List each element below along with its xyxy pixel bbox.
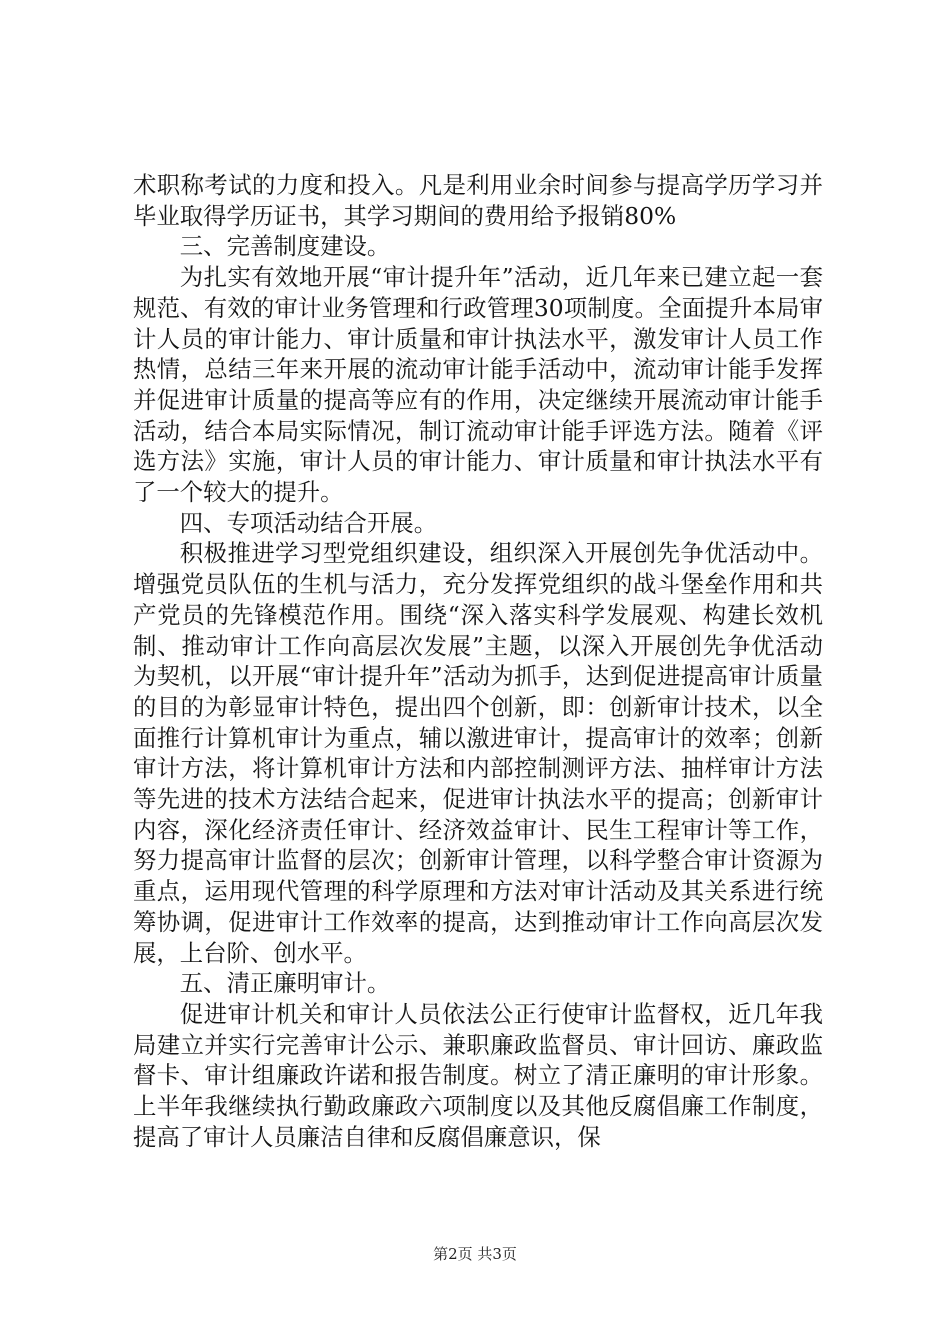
- paragraph-2: 为扎实有效地开展“审计提升年”活动，近几年来已建立起一套规范、有效的审计业务管理和行政管理30项制度。全面提升本局审计人员的审计能力、审计质量和审计执法水平，激发审计人员工作热情，总结三年来开展的流动审计能手活动中，流动审计能手发挥并促进审计质量的提高等应有的作用，决定继续开展流动审计能手活动，结合本局实际情况，制订流动审计能手评选方法。随着《评选方法》实施，审计人员的审计能力、审计质量和审计执法水平有了一个较大的提升。: [133, 263, 823, 507]
- section-heading-4: 四、专项活动结合开展。: [179, 508, 438, 537]
- document-body: [133, 170, 823, 1153]
- section-heading-5: 五、清正廉明审计。: [179, 969, 391, 998]
- paragraph-1: 术职称考试的力度和投入。凡是利用业余时间参与提高学历学习并毕业取得学历证书，其学习期间的费用给予报销80%: [133, 171, 823, 230]
- paragraph-3: 积极推进学习型党组织建设，组织深入开展创先争优活动中。增强党员队伍的生机与活力，充分发挥党组织的战斗堡垒作用和共产党员的先锋模范作用。围绕“深入落实科学发展观、构建长效机制、推动审计工作向高层次发展”主题，以深入开展创先争优活动为契机，以开展“审计提升年”活动为抓手，达到促进提高审计质量的目的为彰显审计特色，提出四个创新，即：创新审计技术，以全面推行计算机审计为重点，辅以激进审计，提高审计的效率；创新审计方法，将计算机审计方法和内部控制测评方法、抽样审计方法等先进的技术方法结合起来，促进审计执法水平的提高；创新审计内容，深化经济责任审计、经济效益审计、民生工程审计等工作，努力提高审计监督的层次；创新审计管理，以科学整合审计资源为重点，运用现代管理的科学原理和方法对审计活动及其关系进行统筹协调，促进审计工作效率的提高，达到推动审计工作向高层次发展，上台阶、创水平。: [133, 539, 823, 967]
- page-footer: 第2页 共3页: [433, 1245, 517, 1263]
- paragraph-4: 促进审计机关和审计人员依法公正行使审计监督权，近几年我局建立并实行完善审计公示、兼职廉政监督员、审计回访、廉政监督卡、审计组廉政许诺和报告制度。树立了清正廉明的审计形象。上半年我继续执行勤政廉政六项制度以及其他反腐倡廉工作制度，提高了审计人员廉洁自律和反腐倡廉意识，保: [133, 999, 823, 1151]
- section-heading-3: 三、完善制度建设。: [179, 232, 391, 261]
